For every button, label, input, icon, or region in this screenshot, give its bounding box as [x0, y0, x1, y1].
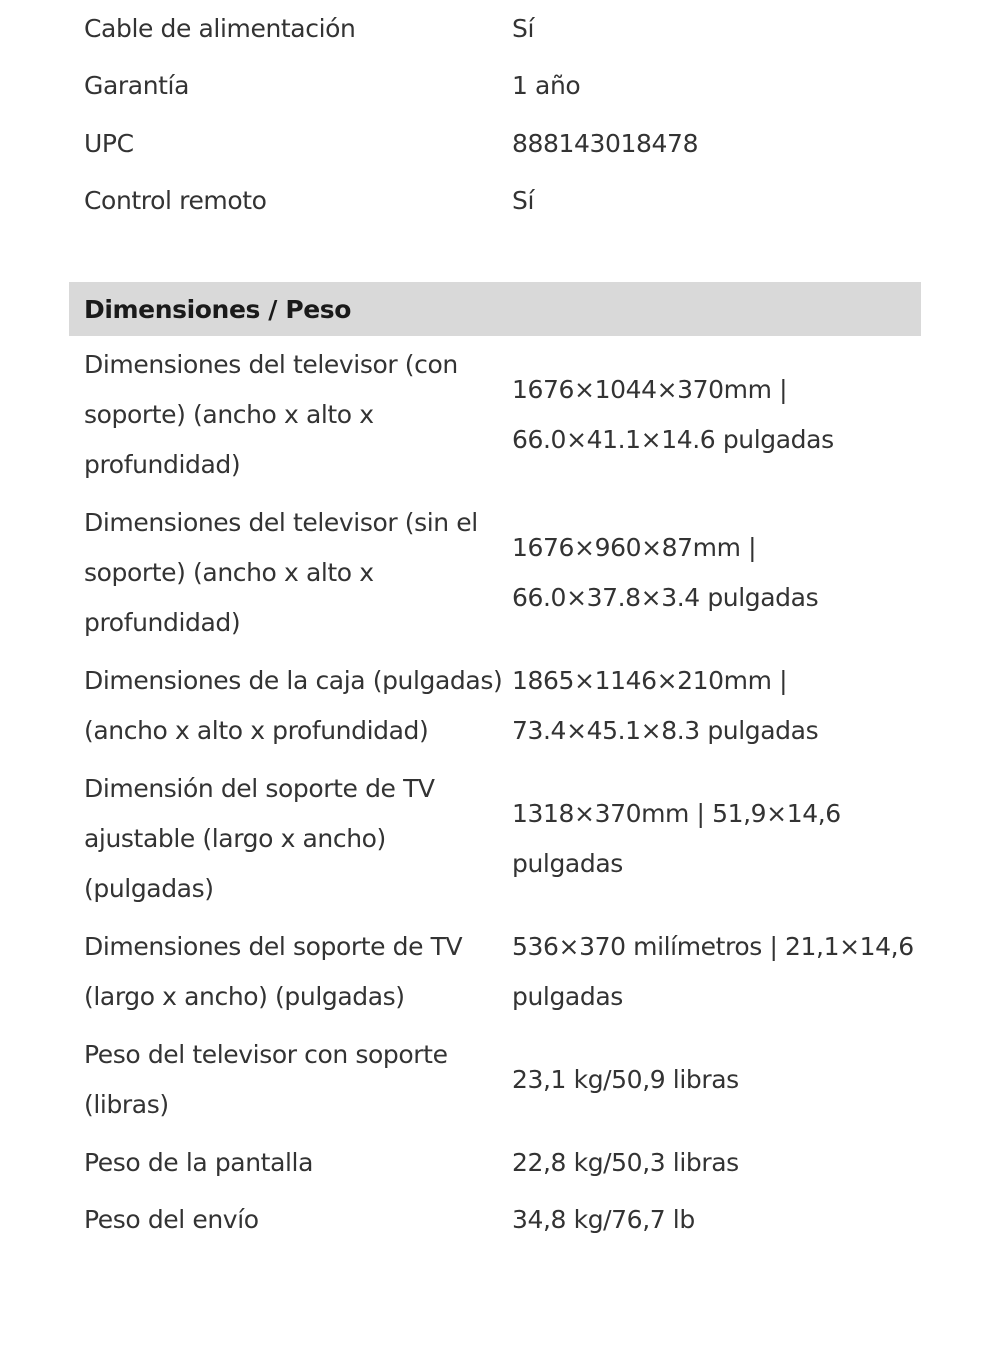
- spec-row-upc: [69, 115, 921, 173]
- spec-label: Cable de alimentación: [84, 13, 356, 43]
- spec-label: Peso del envío: [84, 1205, 259, 1235]
- spec-row-box-dimensions: [69, 652, 921, 760]
- spec-label: UPC: [84, 128, 134, 158]
- spec-value: 536×370 milímetros | 21,1×14,6 pulgadas: [512, 932, 914, 1011]
- spec-row-tv-dimensions-without-stand: [69, 494, 921, 652]
- spec-row-screen-weight: [69, 1134, 921, 1192]
- spec-value: 34,8 kg/76,7 lb: [512, 1205, 695, 1235]
- spec-row-remote-control: [69, 173, 921, 231]
- spec-value: 22,8 kg/50,3 libras: [512, 1147, 739, 1177]
- spec-value: 23,1 kg/50,9 libras: [512, 1065, 739, 1094]
- spec-row-tv-dimensions-with-stand: [69, 336, 921, 494]
- spec-label: Peso de la pantalla: [84, 1147, 314, 1177]
- spec-row-warranty: [69, 58, 921, 116]
- spec-label: Dimensión del soporte de TV ajustable (largo x ancho) (pulgadas): [84, 774, 435, 903]
- spec-row-adjustable-stand-dimensions: [69, 760, 921, 918]
- spec-value: 1318×370mm | 51,9×14,6 pulgadas: [512, 799, 841, 878]
- spec-value: 888143018478: [512, 128, 699, 158]
- spec-label: Dimensiones del televisor (sin el soporte) (ancho x alto x profundidad): [84, 508, 478, 637]
- spec-label: Dimensiones del soporte de TV (largo x ancho) (pulgadas): [84, 932, 463, 1011]
- spec-label: Control remoto: [84, 186, 267, 216]
- spec-label: Peso del televisor con soporte (libras): [84, 1040, 448, 1119]
- spec-label: Dimensiones del televisor (con soporte) (ancho x alto x profundidad): [84, 350, 458, 479]
- spec-value: 1676×1044×370mm | 66.0×41.1×14.6 pulgadas: [512, 375, 834, 454]
- spec-row-shipping-weight: [69, 1192, 921, 1250]
- spec-value: Sí: [512, 13, 535, 43]
- spec-row-stand-dimensions: [69, 918, 921, 1026]
- section-spacer: [69, 230, 921, 282]
- spec-value: 1865×1146×210mm | 73.4×45.1×8.3 pulgadas: [512, 666, 819, 745]
- spec-label: Dimensiones de la caja (pulgadas) (ancho x alto x profundidad): [84, 666, 503, 745]
- specs-table: [69, 0, 921, 1249]
- spec-value: 1 año: [512, 71, 581, 101]
- section-header-dimensions: Dimensiones / Peso: [69, 282, 921, 336]
- spec-value: Sí: [512, 186, 535, 216]
- spec-row-power-cable: [69, 0, 921, 58]
- spec-value: 1676×960×87mm | 66.0×37.8×3.4 pulgadas: [512, 533, 819, 612]
- spec-row-weight-with-stand: [69, 1026, 921, 1134]
- spec-label: Garantía: [84, 71, 190, 101]
